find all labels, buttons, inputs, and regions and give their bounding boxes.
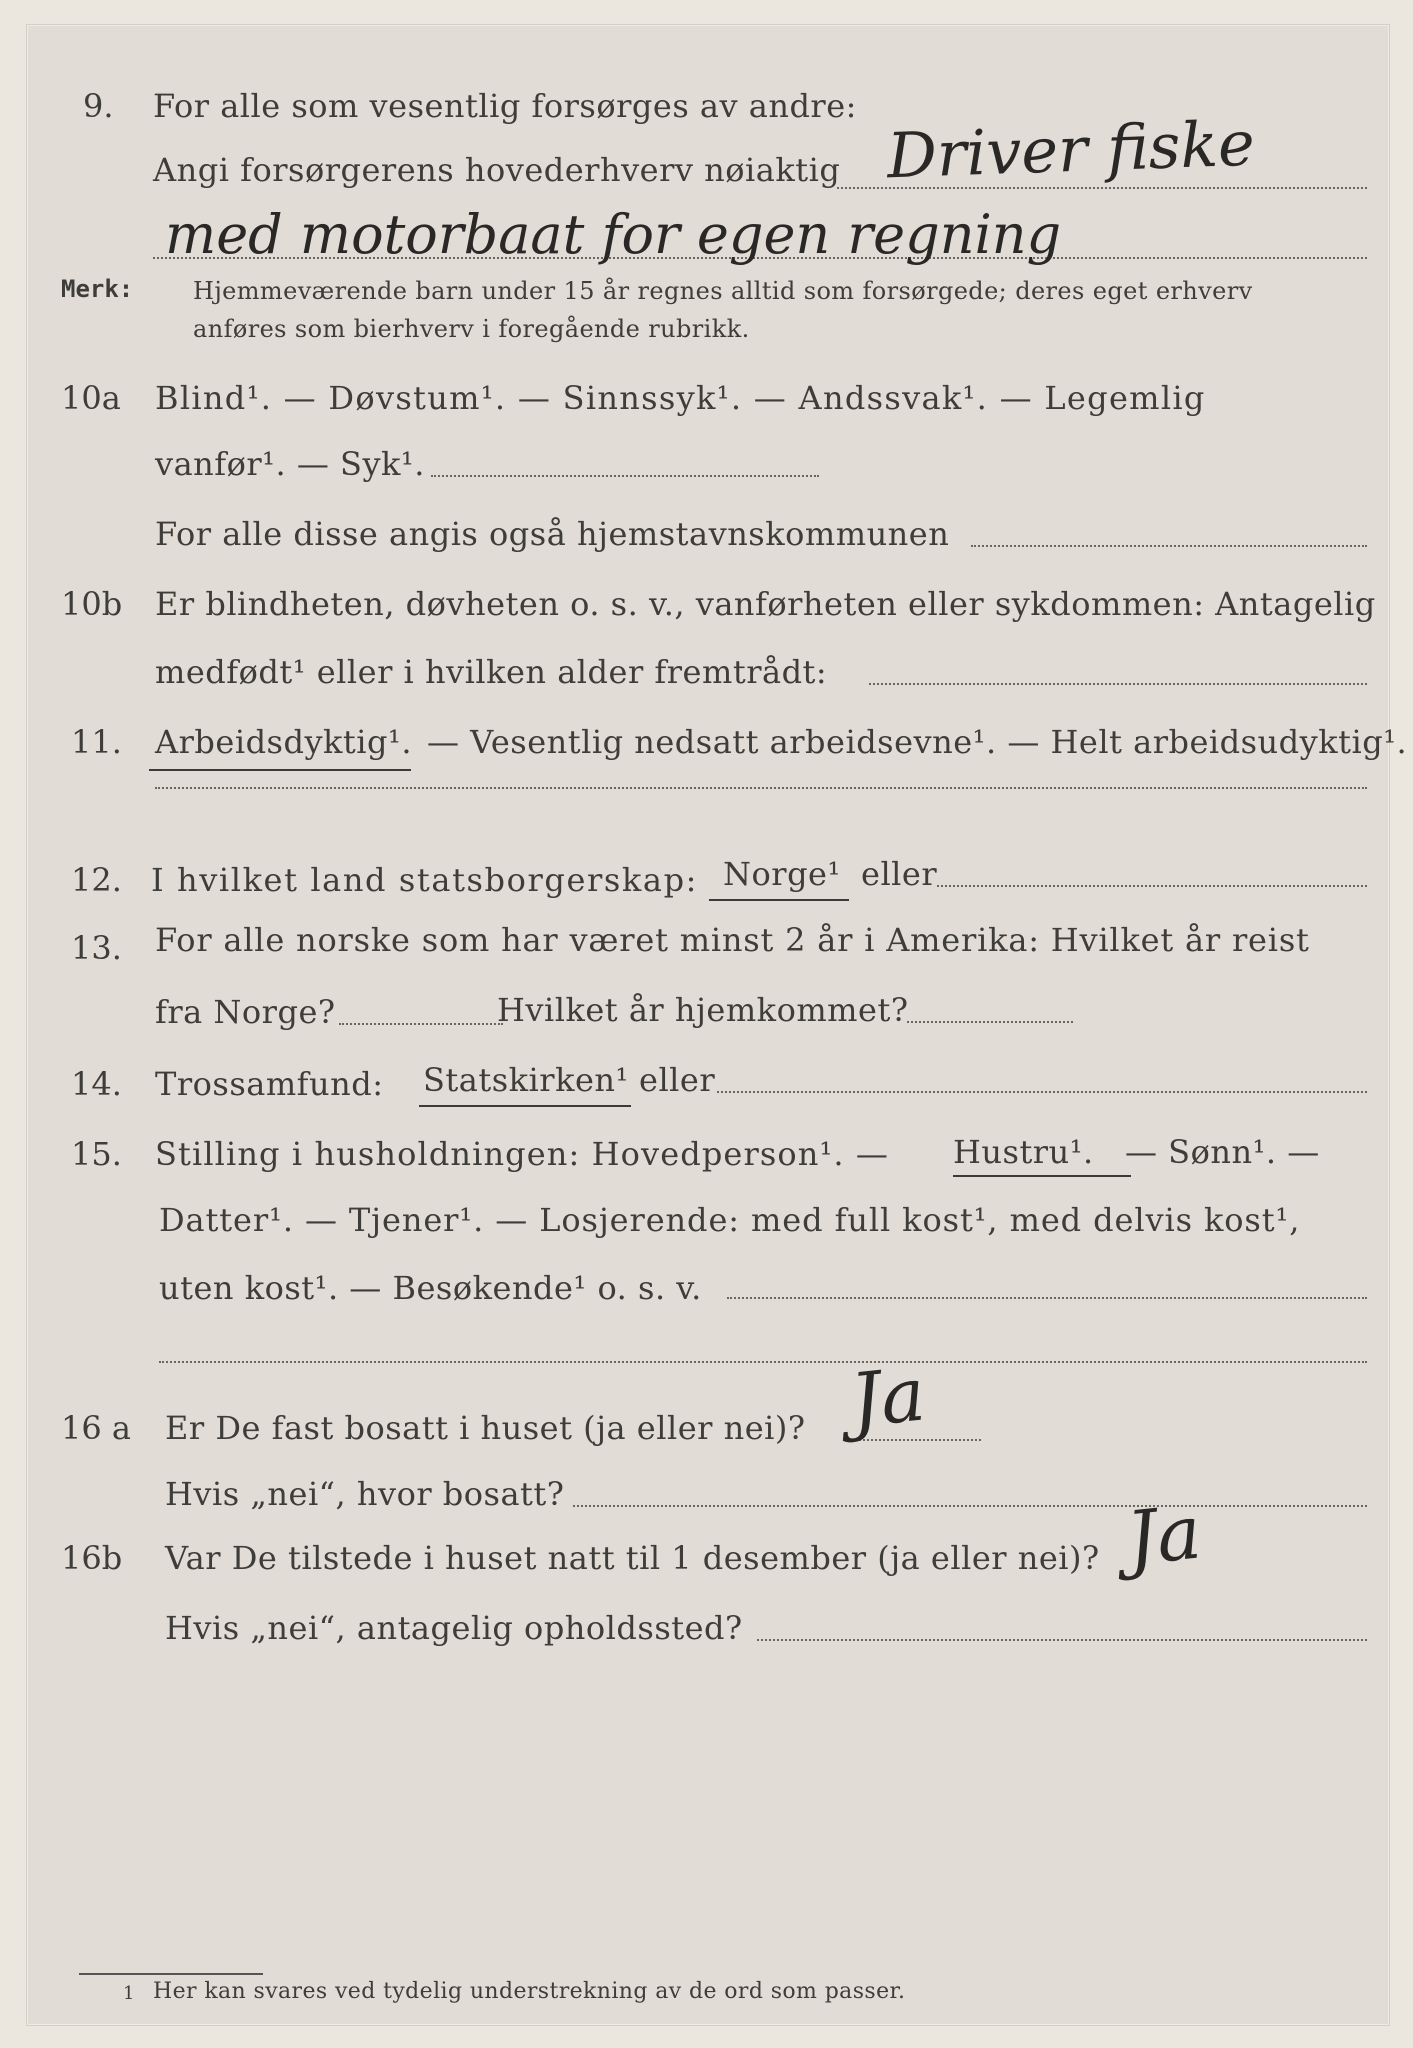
q11-rest: — Vesentlig nedsatt arbeidsevne¹. — Helt arbeidsudyktig¹. bbox=[427, 723, 1408, 761]
q12-underline bbox=[709, 899, 849, 901]
q10a-line3: For alle disse angis også hjemstavnskommunen bbox=[155, 515, 950, 553]
q13-left-line bbox=[339, 1023, 503, 1025]
q12-option-norway: Norge¹ bbox=[723, 855, 841, 893]
q15-line3: uten kost¹. — Besøkende¹ o. s. v. bbox=[159, 1269, 702, 1307]
item-number-15: 15. bbox=[71, 1135, 122, 1173]
q10b-age-line bbox=[869, 683, 1367, 685]
q9-handwritten-answer-2: med motorbaat for egen regning bbox=[165, 203, 1062, 266]
q14-option-state-church: Statskirken¹ bbox=[423, 1061, 629, 1099]
q15-line2: Datter¹. — Tjener¹. — Losjerende: med full kost¹, med delvis kost¹, bbox=[159, 1201, 1301, 1239]
item-number-16a: 16 a bbox=[61, 1409, 131, 1447]
q14-tail: eller bbox=[639, 1061, 716, 1099]
q10b-line2: medfødt¹ eller i hvilken alder fremtrådt: bbox=[155, 653, 828, 691]
q13-line1: For alle norske som har været minst 2 år i Amerika: Hvilket år reist bbox=[155, 921, 1310, 959]
q16b-handwritten-answer: Ja bbox=[1122, 1489, 1206, 1583]
q12-tail: eller bbox=[861, 855, 938, 893]
q10a-sick-line bbox=[431, 475, 819, 477]
q11-underline bbox=[149, 769, 411, 771]
q15-underline bbox=[953, 1175, 1131, 1177]
q16a-line2: Hvis „nei“, hvor bosatt? bbox=[165, 1475, 565, 1513]
item-number-11: 11. bbox=[71, 723, 122, 761]
q15-line1a: Stilling i husholdningen: Hovedperson¹. — bbox=[155, 1135, 890, 1173]
q11-option-able: Arbeidsdyktig¹. bbox=[155, 723, 412, 761]
q16a-line1: Er De fast bosatt i huset (ja eller nei)? bbox=[165, 1409, 806, 1447]
q14-underline bbox=[419, 1105, 631, 1107]
footnote-mark: 1 bbox=[123, 1983, 135, 2004]
footnote-text: Her kan svares ved tydelig understrekning av de ord som passer. bbox=[153, 1979, 906, 2004]
q13-line2a: fra Norge? bbox=[155, 993, 336, 1031]
q16b-line1: Var De tilstede i huset natt til 1 desember (ja eller nei)? bbox=[165, 1539, 1100, 1577]
q10a-line1: Blind¹. — Døvstum¹. — Sinnssyk¹. — Andssvak¹. — Legemlig bbox=[155, 379, 1206, 417]
note-line2: anføres som bierhverv i foregående rubrikk. bbox=[193, 315, 750, 343]
q10a-home-line bbox=[971, 545, 1367, 547]
census-form-page bbox=[26, 24, 1408, 2026]
footnote-rule bbox=[79, 1973, 263, 1975]
q15-answer-line-2 bbox=[159, 1361, 1367, 1363]
q14-text: Trossamfund: bbox=[155, 1065, 384, 1103]
item-number-12: 12. bbox=[71, 861, 122, 899]
q9-line2: Angi forsørgerens hovederhverv nøiaktig bbox=[153, 151, 841, 189]
q10b-line1: Er blindheten, døvheten o. s. v., vanførheten eller sykdommen: Antagelig bbox=[155, 585, 1376, 623]
q13-return-line bbox=[907, 1021, 1073, 1023]
q16a-where-line bbox=[573, 1505, 1367, 1507]
q16a-handwritten-answer: Ja bbox=[846, 1351, 930, 1445]
note-line1: Hjemmeværende barn under 15 år regnes alltid som forsørgede; deres eget erhverv bbox=[193, 277, 1253, 305]
q14-answer-line bbox=[717, 1091, 1367, 1093]
item-number-14: 14. bbox=[71, 1065, 122, 1103]
item-number-9: 9. bbox=[83, 87, 114, 125]
q15-option-wife: Hustru¹. bbox=[953, 1133, 1094, 1171]
item-number-16b: 16b bbox=[61, 1539, 123, 1577]
q15-line1b: — Sønn¹. — bbox=[1125, 1133, 1320, 1171]
q9-handwritten-answer-1: Driver fiske bbox=[885, 106, 1256, 193]
q16b-line2: Hvis „nei“, antagelig opholdssted? bbox=[165, 1609, 743, 1647]
q10a-line2: vanfør¹. — Syk¹. bbox=[155, 445, 425, 483]
item-number-10b: 10b bbox=[61, 585, 123, 623]
q12-text: I hvilket land statsborgerskap: bbox=[151, 861, 699, 899]
q9-line1: For alle som vesentlig forsørges av andre: bbox=[153, 87, 857, 125]
note-label: Merk: bbox=[61, 275, 134, 303]
item-number-13: 13. bbox=[71, 929, 122, 967]
q11-answer-line bbox=[155, 787, 1367, 789]
q12-answer-line bbox=[937, 885, 1367, 887]
q15-answer-line bbox=[727, 1297, 1367, 1299]
q16b-place-line bbox=[757, 1639, 1367, 1641]
q13-line2b: Hvilket år hjemkommet? bbox=[497, 991, 909, 1029]
item-number-10a: 10a bbox=[61, 379, 121, 417]
